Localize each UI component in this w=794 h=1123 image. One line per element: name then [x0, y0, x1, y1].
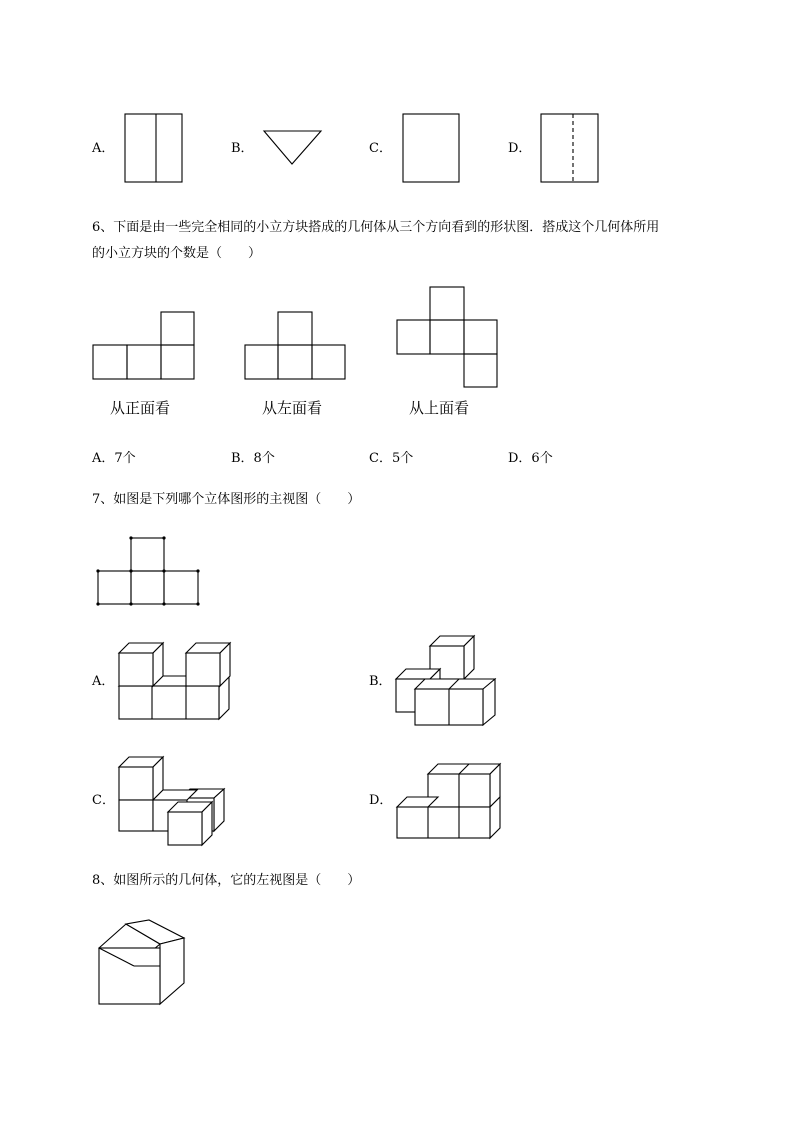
q6-option-a[interactable]: A．7个	[92, 451, 136, 466]
q7-option-a-label[interactable]: A．	[92, 674, 115, 689]
q5-figure-b	[264, 131, 321, 164]
q6-stem-line2: 的小立方块的个数是（ ）	[92, 246, 262, 261]
q6-caption-left: 从左面看	[262, 399, 323, 417]
q6-top-view	[397, 287, 497, 387]
q6-caption-front: 从正面看	[110, 399, 171, 417]
q7-option-d-solid	[397, 764, 500, 838]
q5-option-c-label[interactable]: C．	[369, 141, 392, 156]
q8-solid	[99, 920, 184, 1004]
q5-option-b-label[interactable]: B．	[231, 141, 254, 156]
q8-stem: 8、如图所示的几何体，它的左视图是（ ）	[92, 873, 361, 888]
q7-option-d-label[interactable]: D．	[369, 793, 393, 808]
q5-figure-d	[541, 114, 598, 182]
q7-option-c-label[interactable]: C．	[92, 793, 115, 808]
q7-stem: 7、如图是下列哪个立体图形的主视图（ ）	[92, 492, 361, 507]
q7-option-b-label[interactable]: B．	[369, 674, 392, 689]
q6-option-d[interactable]: D．6个	[508, 451, 553, 466]
q6-front-view	[93, 312, 194, 379]
q6-option-c[interactable]: C．5个	[369, 451, 414, 466]
q5-option-a-label[interactable]: A．	[92, 141, 115, 156]
q7-option-b-solid	[396, 636, 495, 725]
q5-figure-a	[125, 114, 182, 182]
q6-option-b[interactable]: B．8个	[231, 451, 275, 466]
q5-option-d-label[interactable]: D．	[508, 141, 532, 156]
q7-main-view	[96, 536, 199, 605]
q6-stem-line1: 6、下面是由一些完全相同的小立方块搭成的几何体从三个方向看到的形状图．搭成这个几何体所用	[92, 220, 660, 235]
q6-left-view	[245, 312, 345, 379]
q6-caption-top: 从上面看	[409, 399, 470, 417]
q7-option-a-solid	[119, 643, 230, 719]
q7-option-c-solid	[119, 757, 224, 845]
q5-figure-c	[403, 114, 459, 182]
